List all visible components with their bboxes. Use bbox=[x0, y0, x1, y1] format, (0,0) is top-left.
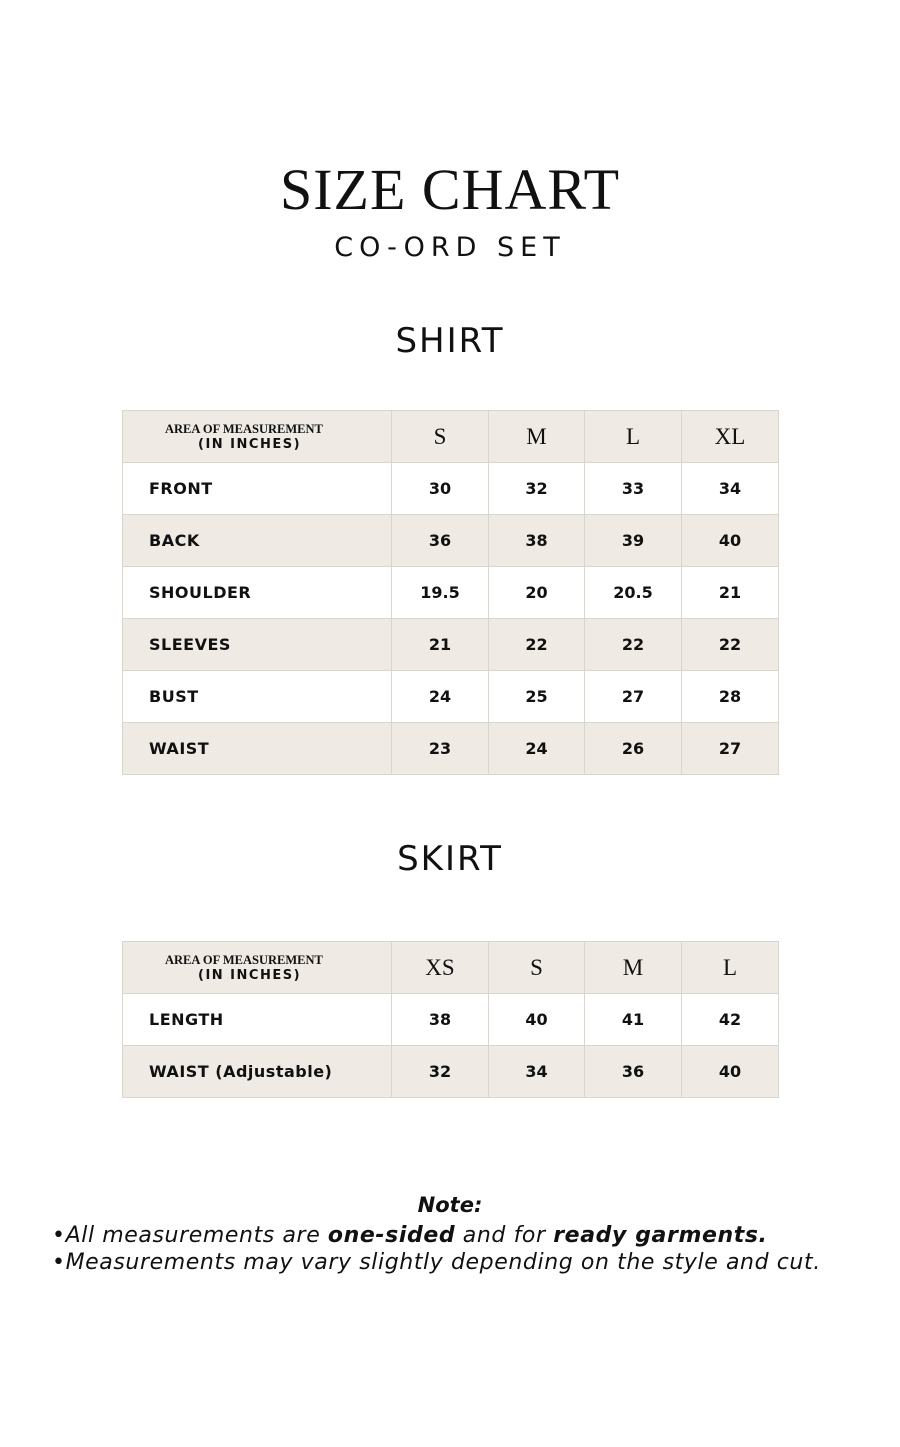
size-header: L bbox=[682, 942, 779, 994]
table-row bbox=[123, 567, 779, 619]
table-row bbox=[123, 463, 779, 515]
table-cell: 38 bbox=[392, 994, 489, 1046]
row-label: WAIST (Adjustable) bbox=[123, 1046, 392, 1098]
table-cell: 24 bbox=[489, 723, 585, 775]
shirt-section-title: SHIRT bbox=[395, 321, 505, 361]
size-header: XS bbox=[392, 942, 489, 994]
table-cell: 34 bbox=[489, 1046, 585, 1098]
size-header: XL bbox=[682, 411, 779, 463]
table-cell: 30 bbox=[392, 463, 489, 515]
area-of-measurement-header bbox=[123, 411, 392, 463]
table-cell: 34 bbox=[682, 463, 779, 515]
row-label: LENGTH bbox=[123, 994, 392, 1046]
table-row bbox=[123, 1046, 779, 1098]
area-header-line-2: (IN INCHES) bbox=[198, 436, 302, 452]
area-header-line-1: AREA OF MEASUREMENT bbox=[165, 952, 323, 967]
table-cell: 40 bbox=[489, 994, 585, 1046]
table-cell: 27 bbox=[585, 671, 682, 723]
row-label: BACK bbox=[123, 515, 392, 567]
table-row bbox=[123, 671, 779, 723]
note-line-1-mid: and for bbox=[455, 1223, 554, 1248]
size-header: L bbox=[585, 411, 682, 463]
skirt-section-title: SKIRT bbox=[397, 839, 503, 879]
shirt-size-table bbox=[122, 410, 779, 775]
table-cell: 28 bbox=[682, 671, 779, 723]
row-label: SLEEVES bbox=[123, 619, 392, 671]
table-cell: 32 bbox=[392, 1046, 489, 1098]
page-subtitle: CO-ORD SET bbox=[334, 232, 566, 263]
table-cell: 42 bbox=[682, 994, 779, 1046]
table-cell: 39 bbox=[585, 515, 682, 567]
size-header: M bbox=[489, 411, 585, 463]
table-cell: 21 bbox=[682, 567, 779, 619]
table-cell: 22 bbox=[489, 619, 585, 671]
table-row bbox=[123, 723, 779, 775]
note-title: Note: bbox=[417, 1193, 483, 1217]
table-row bbox=[123, 994, 779, 1046]
notes-section bbox=[0, 1188, 900, 1275]
table-row bbox=[123, 515, 779, 567]
table-cell: 36 bbox=[392, 515, 489, 567]
note-line-2: •Measurements may vary slightly depending on the style and cut. bbox=[52, 1250, 821, 1275]
size-header: S bbox=[489, 942, 585, 994]
table-cell: 20.5 bbox=[585, 567, 682, 619]
note-line-1 bbox=[52, 1222, 768, 1250]
table-cell: 23 bbox=[392, 723, 489, 775]
row-label: SHOULDER bbox=[123, 567, 392, 619]
table-header-row bbox=[123, 942, 779, 994]
skirt-size-table bbox=[122, 941, 779, 1098]
row-label: BUST bbox=[123, 671, 392, 723]
table-cell: 22 bbox=[682, 619, 779, 671]
area-header-line-2: (IN INCHES) bbox=[198, 967, 302, 983]
table-cell: 32 bbox=[489, 463, 585, 515]
area-header-line-1: AREA OF MEASUREMENT bbox=[165, 421, 323, 436]
table-cell: 19.5 bbox=[392, 567, 489, 619]
row-label: WAIST bbox=[123, 723, 392, 775]
table-cell: 33 bbox=[585, 463, 682, 515]
table-cell: 27 bbox=[682, 723, 779, 775]
table-cell: 38 bbox=[489, 515, 585, 567]
table-cell: 26 bbox=[585, 723, 682, 775]
table-cell: 21 bbox=[392, 619, 489, 671]
table-cell: 22 bbox=[585, 619, 682, 671]
size-header: M bbox=[585, 942, 682, 994]
note-line-1-prefix: •All measurements are bbox=[52, 1223, 328, 1248]
table-cell: 24 bbox=[392, 671, 489, 723]
table-cell: 41 bbox=[585, 994, 682, 1046]
note-emphasis-one-sided: one-sided bbox=[327, 1223, 456, 1248]
table-row bbox=[123, 619, 779, 671]
page-title: SIZE CHART bbox=[279, 157, 621, 222]
table-cell: 20 bbox=[489, 567, 585, 619]
note-emphasis-ready-garments: ready garments. bbox=[553, 1223, 768, 1248]
table-cell: 36 bbox=[585, 1046, 682, 1098]
table-cell: 40 bbox=[682, 515, 779, 567]
table-header-row bbox=[123, 411, 779, 463]
table-cell: 25 bbox=[489, 671, 585, 723]
size-header: S bbox=[392, 411, 489, 463]
table-cell: 40 bbox=[682, 1046, 779, 1098]
row-label: FRONT bbox=[123, 463, 392, 515]
area-of-measurement-header bbox=[123, 942, 392, 994]
